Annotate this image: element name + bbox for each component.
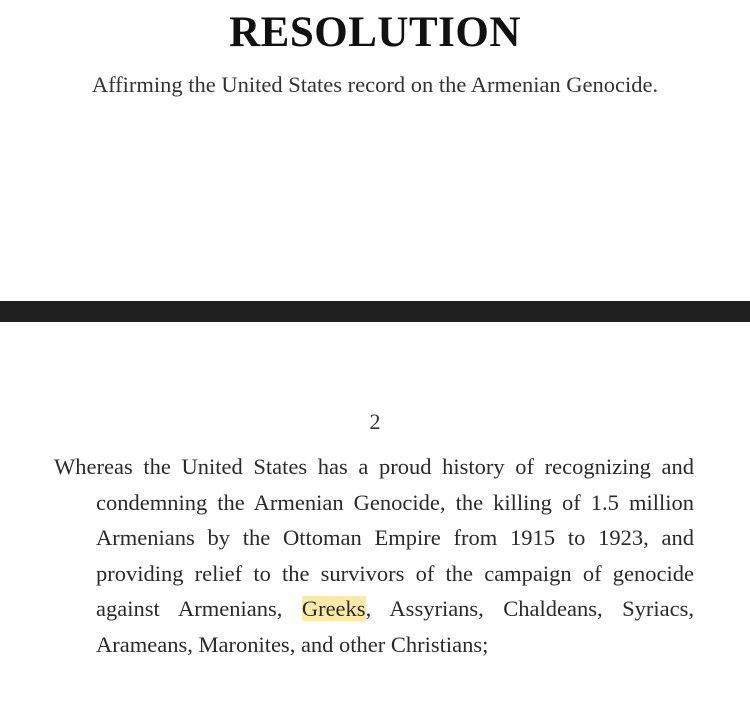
highlighted-word: Greeks [301,596,366,622]
resolution-subtitle: Affirming the United States record on the Armenian Genocide. [91,72,659,97]
whereas-text-start: Whereas the United States has a proud history of recognizing and condemning the Armenian Genocide, the killing of 1.5 million Armenians by the Ottoman Empire from 1915 to 1923, and providing relief to the survivors of the campaign of genocide against Armenians, [54,454,694,622]
page-divider [0,301,750,322]
whereas-text-end: , Assyrians, Chaldeans, Syriacs, Arameans, Maronites, and other Christians; [96,596,695,657]
resolution-title: RESOLUTION [229,9,521,56]
whereas-clause [54,449,695,663]
page-number: 2 [369,409,381,434]
